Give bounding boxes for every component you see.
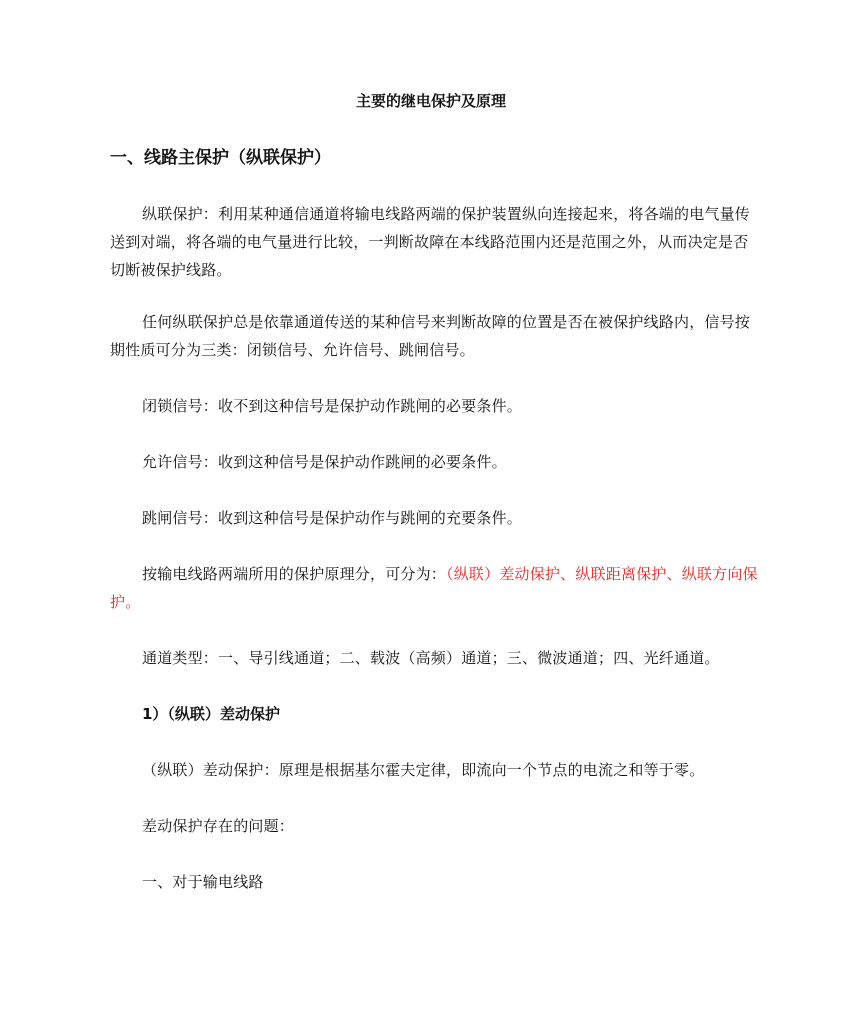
document-title: 主要的继电保护及原理 bbox=[355, 92, 506, 110]
paragraph-channel-types: 通道类型：一、导引线通道；二、载波（高频）通道；三、微波通道；四、光纤通道。 bbox=[142, 649, 720, 667]
paragraph-permissive-signal: 允许信号：收到这种信号是保护动作跳闸的必要条件。 bbox=[142, 453, 507, 471]
paragraph-differential-principle: （纵联）差动保护：原理是根据基尔霍夫定律，即流向一个节点的电流之和等于零。 bbox=[142, 761, 705, 779]
paragraph-trip-signal: 跳闸信号：收到这种信号是保护动作与跳闸的充要条件。 bbox=[142, 509, 523, 527]
paragraph-signal-types: 任何纵联保护总是依靠通道传送的某种信号来判断故障的位置是否在被保护线路内，信号按期性质可分为三类：闭锁信号、允许信号、跳闸信号。 bbox=[110, 313, 751, 359]
section-heading: 一、线路主保护（纵联保护） bbox=[110, 148, 331, 168]
principles-lead-text: 按输电线路两端所用的保护原理分，可分为： bbox=[142, 565, 447, 583]
paragraph-longitudinal-protection: 纵联保护：利用某种通信通道将输电线路两端的保护装置纵向连接起来，将各端的电气量传送到对端，将各端的电气量进行比较，一判断故障在本线路范围内还是范围之外，从而决定是否切断被保护线路。 bbox=[110, 205, 751, 279]
subheading-differential-protection: 1）（纵联）差动保护 bbox=[142, 705, 280, 723]
paragraph-transmission-line: 一、对于输电线路 bbox=[142, 873, 264, 891]
paragraph-protection-principles bbox=[110, 560, 760, 616]
paragraph-differential-problems: 差动保护存在的问题： bbox=[142, 817, 295, 835]
paragraph-blocking-signal: 闭锁信号：收不到这种信号是保护动作跳闸的必要条件。 bbox=[142, 397, 523, 415]
principles-highlight-text: （纵联）差动保护、纵联距离保护、纵联方向保护。 bbox=[110, 565, 758, 611]
